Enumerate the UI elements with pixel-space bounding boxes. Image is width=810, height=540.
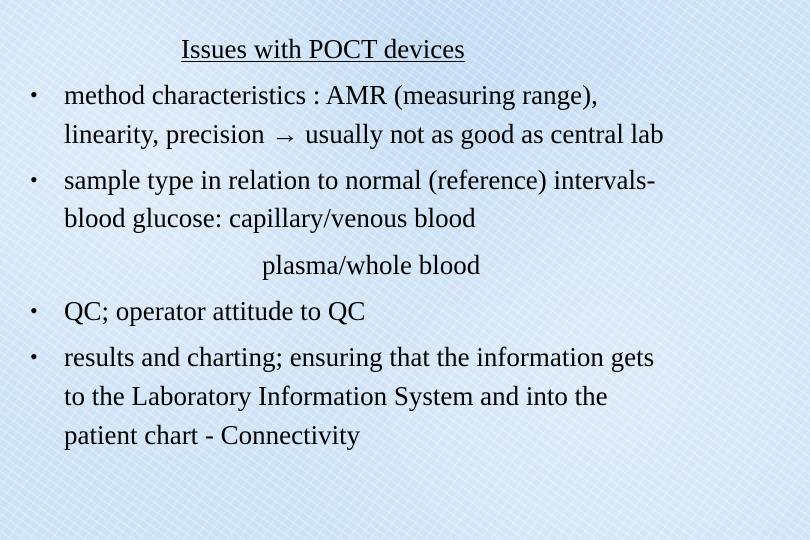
slide-title: Issues with POCT devices [181, 34, 465, 64]
bullet-text-line: method characteristics : AMR (measuring range), [64, 80, 598, 110]
bullet-text-line: QC; operator attitude to QC [64, 296, 366, 326]
bullet-text-line: blood glucose: capillary/venous blood [64, 203, 476, 233]
bullet-marker: • [30, 82, 38, 107]
bullet-text-line: linearity, precision → usually not as good as central lab [64, 119, 664, 149]
bullet-marker: • [30, 167, 38, 192]
bullet-marker: • [30, 298, 38, 323]
bullet-text-line: results and charting; ensuring that the information gets [64, 342, 655, 372]
bullet-text-line: plasma/whole blood [262, 250, 481, 280]
bullet-text-line: sample type in relation to normal (reference) intervals- [64, 165, 656, 195]
bullet-text-line: to the Laboratory Information System and into the [64, 381, 608, 411]
bullet-text-line: patient chart - Connectivity [64, 420, 361, 450]
bullet-marker: • [30, 344, 38, 369]
